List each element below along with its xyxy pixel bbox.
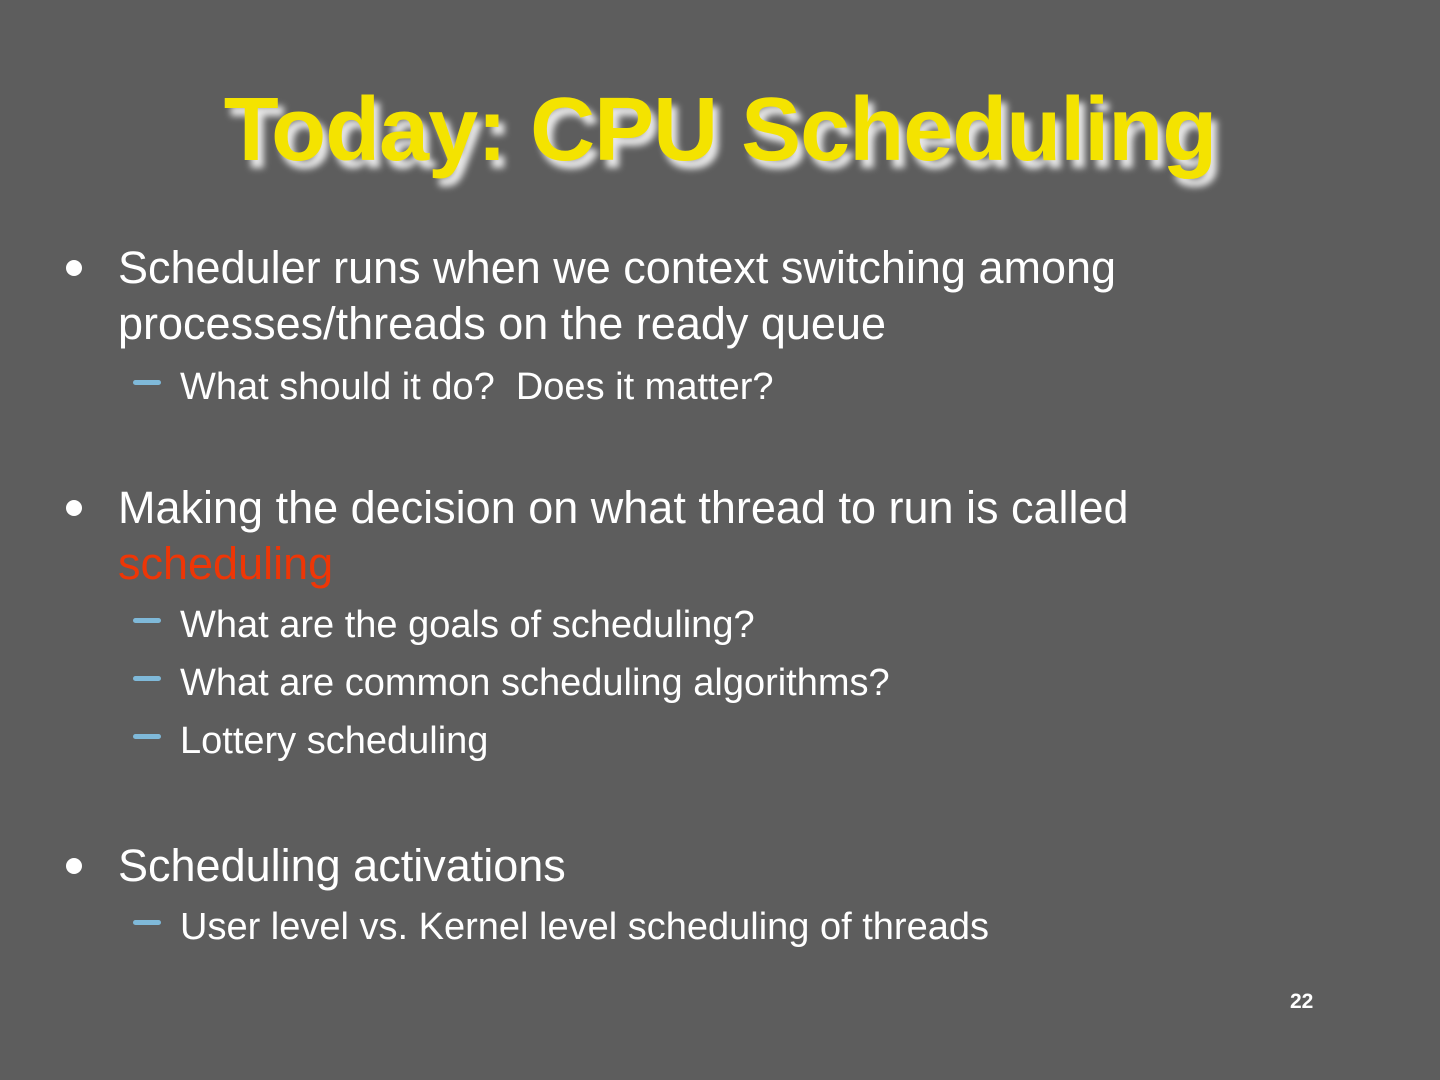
sub-bullet-text: Lottery scheduling (180, 720, 489, 762)
sub-bullet-marker (133, 659, 180, 681)
bullet-marker (66, 838, 118, 874)
sub-bullet-common-algorithms (133, 659, 1300, 707)
dash-icon (133, 676, 161, 681)
dash-icon (133, 380, 161, 385)
bullet-item-making-decision (66, 480, 1268, 592)
bullet-dot-icon (66, 858, 82, 874)
dash-icon (133, 618, 161, 623)
dash-icon (133, 734, 161, 739)
sub-bullet-what-should-it-do (133, 363, 1300, 411)
sub-bullet-marker (133, 601, 180, 623)
bullet-text: Scheduling activations (118, 840, 566, 891)
bullet-dot-icon (66, 260, 82, 276)
sub-bullet-user-vs-kernel (133, 903, 1300, 951)
bullet-item-scheduler-runs (66, 240, 1268, 352)
bullet-text (118, 480, 1268, 592)
slide-title: Today: CPU Scheduling (223, 80, 1217, 180)
sub-bullet-marker (133, 363, 180, 385)
sub-bullet-text: What are common scheduling algorithms? (180, 662, 890, 704)
sub-bullet-text: What should it do? Does it matter? (180, 366, 774, 408)
sub-bullet-marker (133, 717, 180, 739)
sub-bullet-goals-of-scheduling (133, 601, 1300, 649)
bullet-text: Scheduler runs when we context switching among processes/threads on the ready queue (118, 242, 1129, 349)
sub-bullet-text: What are the goals of scheduling? (180, 604, 755, 646)
bullet-text-lead: Making the decision on what thread to run is called (118, 482, 1129, 533)
bullet-item-scheduling-activations (66, 838, 1268, 894)
sub-bullet-text: User level vs. Kernel level scheduling of threads (180, 906, 989, 948)
dash-icon (133, 920, 161, 925)
bullet-text-highlight: scheduling (118, 538, 334, 589)
bullet-dot-icon (66, 500, 82, 516)
bullet-marker (66, 480, 118, 516)
sub-bullet-marker (133, 903, 180, 925)
bullet-marker (66, 240, 118, 276)
sub-bullet-lottery-scheduling (133, 717, 1300, 765)
page-number: 22 (1290, 990, 1314, 1013)
